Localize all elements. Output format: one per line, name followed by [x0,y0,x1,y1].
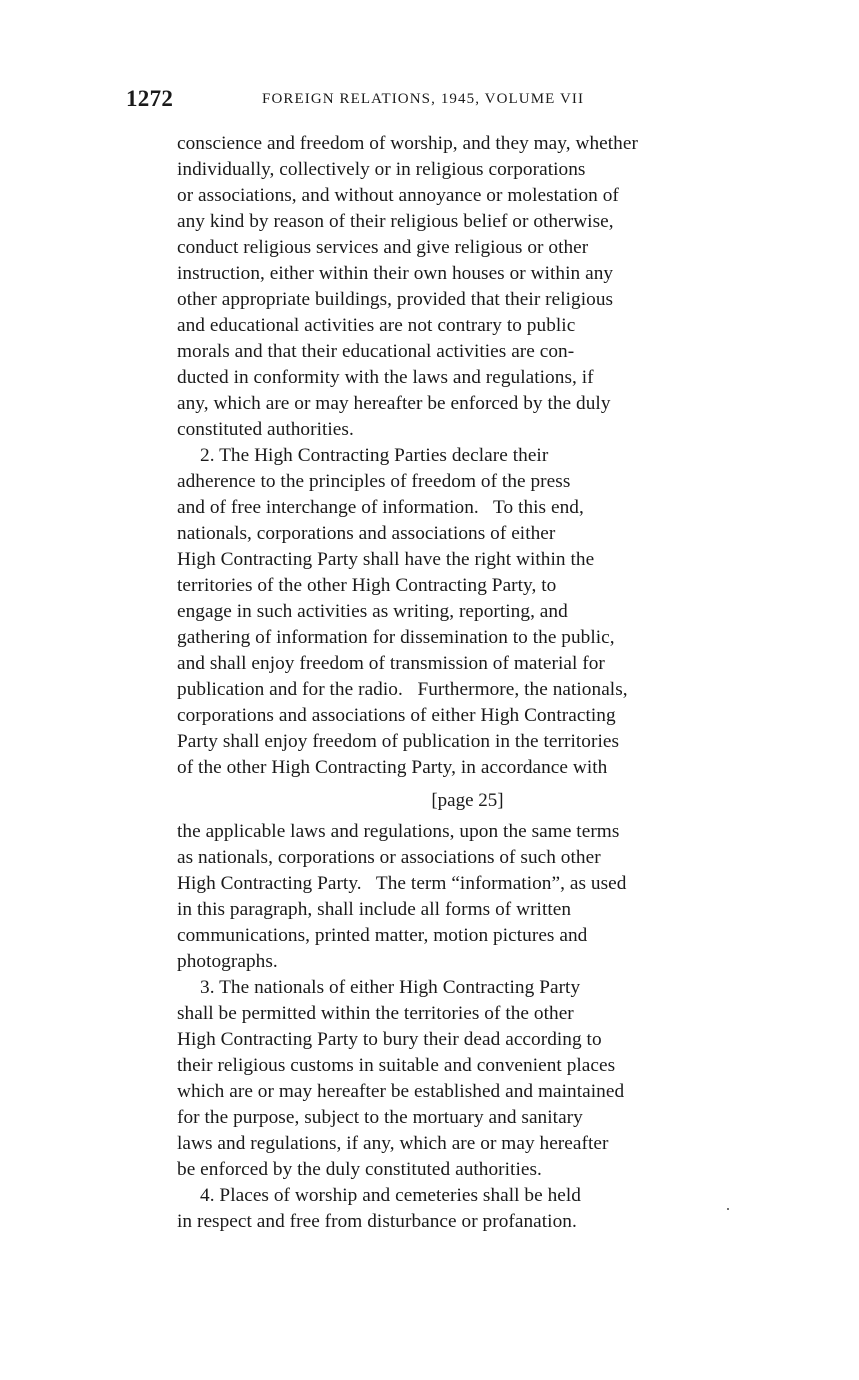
text-line: individually, collectively or in religious corporations [177,159,586,180]
text-line: High Contracting Party. The term “information”, as used [177,873,627,894]
text-line: adherence to the principles of freedom of the press [177,471,571,492]
paragraph-1-continued [177,131,752,443]
body-text [177,131,752,1235]
paragraph-first-line: 3. The nationals of either High Contracting Party [200,977,581,998]
text-line: publication and for the radio. Furthermore, the nationals, [177,679,628,700]
text-line: corporations and associations of either High Contracting [177,705,616,726]
text-line: any, which are or may hereafter be enforced by the duly [177,393,611,414]
text-line: which are or may hereafter be established and maintained [177,1081,625,1102]
text-line: High Contracting Party shall have the right within the [177,549,595,570]
text-line: gathering of information for dissemination to the public, [177,627,615,648]
page-marker: [page 25] [431,790,504,811]
text-line: conduct religious services and give religious or other [177,237,589,258]
text-line: morals and that their educational activities are con- [177,341,575,362]
text-line: other appropriate buildings, provided that their religious [177,289,614,310]
paragraph-2-continued [177,819,752,975]
text-line: engage in such activities as writing, reporting, and [177,601,568,622]
text-line: communications, printed matter, motion pictures and [177,925,588,946]
text-line: in respect and free from disturbance or profanation. [177,1211,577,1232]
paragraph-2 [177,443,752,781]
text-line: and of free interchange of information. To this end, [177,497,584,518]
text-line: shall be permitted within the territories of the other [177,1003,574,1024]
scan-speck [727,1208,729,1210]
text-line: photographs. [177,951,278,972]
page-header [126,86,686,116]
text-line: ducted in conformity with the laws and regulations, if [177,367,594,388]
paragraph-first-line: 4. Places of worship and cemeteries shall be held [200,1185,581,1206]
text-line: as nationals, corporations or associations of such other [177,847,601,868]
text-line: High Contracting Party to bury their dead according to [177,1029,602,1050]
page-number: 1272 [126,86,174,111]
text-line: and educational activities are not contrary to public [177,315,576,336]
text-line: the applicable laws and regulations, upon the same terms [177,821,620,842]
text-line: laws and regulations, if any, which are or may hereafter [177,1133,609,1154]
text-line: any kind by reason of their religious belief or otherwise, [177,211,614,232]
text-line: or associations, and without annoyance or molestation of [177,185,619,206]
text-line: constituted authorities. [177,419,354,440]
text-line: Party shall enjoy freedom of publication in the territories [177,731,620,752]
text-line: in this paragraph, shall include all forms of written [177,899,572,920]
running-head: FOREIGN RELATIONS, 1945, VOLUME VII [262,91,585,107]
paragraph-3 [177,975,752,1183]
text-line: instruction, either within their own houses or within any [177,263,614,284]
text-line: territories of the other High Contracting Party, to [177,575,557,596]
text-line: be enforced by the duly constituted authorities. [177,1159,542,1180]
paragraph-4 [177,1183,752,1235]
text-line: conscience and freedom of worship, and they may, whether [177,133,638,154]
text-line: and shall enjoy freedom of transmission of material for [177,653,605,674]
text-line: of the other High Contracting Party, in accordance with [177,757,608,778]
paragraph-first-line: 2. The High Contracting Parties declare their [200,445,549,466]
text-line: for the purpose, subject to the mortuary and sanitary [177,1107,583,1128]
text-line: their religious customs in suitable and convenient places [177,1055,616,1076]
text-line: nationals, corporations and associations of either [177,523,556,544]
